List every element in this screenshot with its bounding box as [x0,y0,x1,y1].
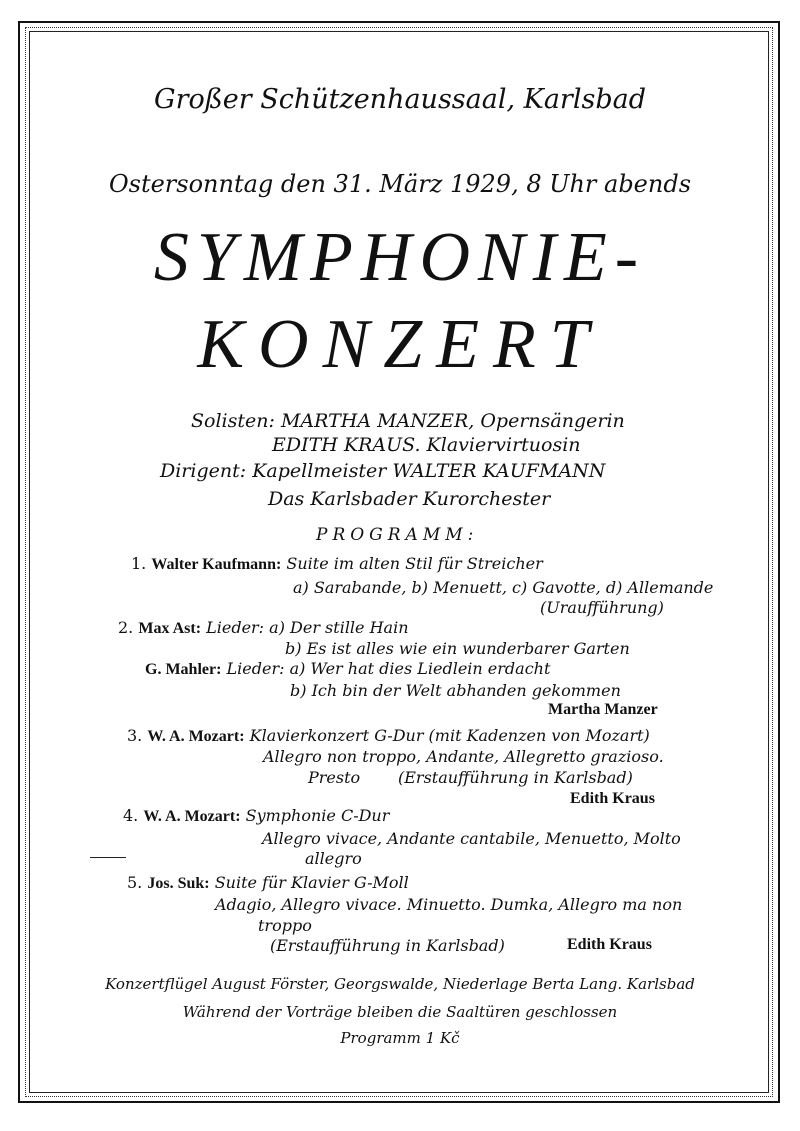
program-item-2b [145,659,550,679]
program-heading: PROGRAMM: [316,525,479,545]
venue-title: Großer Schützenhaussaal, Karlsbad [154,84,646,115]
conductor-name: Kapellmeister WALTER KAUFMANN [252,460,606,482]
conductor-line [160,460,605,482]
item-detail: (Erstaufführung in Karlsbad) [398,768,633,787]
item-detail: (Uraufführung) [540,598,664,617]
soloists-block [191,410,625,432]
main-title-line2: KONZERT [197,306,603,383]
orchestra: Das Karlsbader Kurorchester [268,488,551,510]
soloist-1: MARTHA MANZER, Opernsängerin [280,410,625,432]
item-detail: Allegro vivace, Andante cantabile, Menuetto, Molto [262,829,681,848]
item-detail: troppo [258,916,312,935]
main-title-line1: SYMPHONIE- [153,219,647,296]
item-number: 5. [127,873,143,892]
item-performer: Edith Kraus [567,936,652,953]
program-item-5 [127,873,409,893]
item-work: Lieder: a) Wer hat dies Liedlein erdacht [226,659,551,678]
program-item-4 [123,806,389,826]
item-composer: W. A. Mozart: [147,728,245,745]
program-item-1 [131,554,543,574]
conductor-label: Dirigent: [160,460,247,482]
item-performer: Edith Kraus [570,790,655,807]
piano-note: Konzertflügel August Förster, Georgswalde, Niederlage Berta Lang. Karlsbad [105,975,695,993]
item-work: Suite im alten Stil für Streicher [286,554,543,573]
item-composer: W. A. Mozart: [143,808,241,825]
item-work: Suite für Klavier G-Moll [214,873,409,892]
item-work: Klavierkonzert G-Dur (mit Kadenzen von Mozart) [249,726,650,745]
item-detail: Allegro non troppo, Andante, Allegretto grazioso. [263,747,664,766]
item-detail: a) Sarabande, b) Menuett, c) Gavotte, d) Allemande [293,578,714,597]
item-detail: Adagio, Allegro vivace. Minuetto. Dumka, Allegro ma non [215,895,683,914]
item-number: 3. [127,726,143,745]
item-composer: G. Mahler: [145,661,222,678]
item-detail: b) Es ist alles wie ein wunderbarer Garten [285,639,630,658]
program-item-2 [118,618,409,638]
item-number: 1. [131,554,147,573]
item-composer: Jos. Suk: [147,875,210,892]
item-detail: Presto [308,768,361,787]
soloists-label: Solisten: [191,410,275,432]
margin-dash [90,857,126,858]
item-composer: Walter Kaufmann: [151,556,282,573]
item-detail: allegro [305,849,362,868]
item-work: Symphonie C-Dur [245,806,390,825]
concert-date: Ostersonntag den 31. März 1929, 8 Uhr abends [108,170,692,198]
program-item-3 [127,726,650,746]
item-detail: (Erstaufführung in Karlsbad) [270,936,505,955]
item-composer: Max Ast: [138,620,202,637]
item-work: Lieder: a) Der stille Hain [206,618,409,637]
item-performer: Martha Manzer [548,701,658,718]
item-number: 4. [123,806,139,825]
program-price: Programm 1 Kč [340,1029,460,1047]
item-detail: b) Ich bin der Welt abhanden gekommen [290,681,621,700]
doors-note: Während der Vorträge bleiben die Saaltüren geschlossen [182,1003,618,1021]
item-number: 2. [118,618,134,637]
soloist-2: EDITH KRAUS. Klaviervirtuosin [272,434,581,456]
